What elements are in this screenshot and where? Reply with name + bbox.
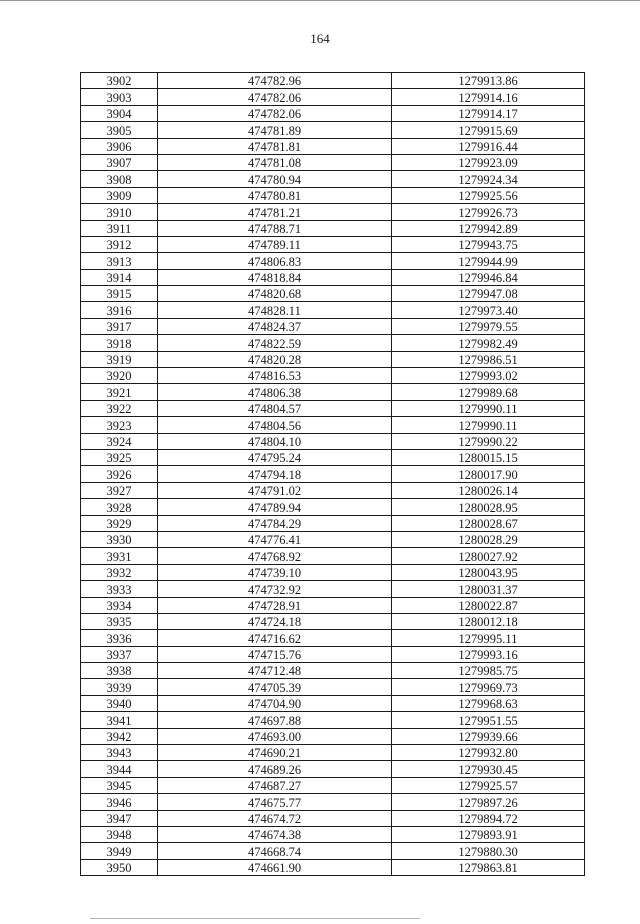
- y-coordinate-cell: 1279993.16: [392, 646, 585, 662]
- y-coordinate-cell: 1279939.66: [392, 728, 585, 744]
- y-coordinate-cell: 1279990.11: [392, 400, 585, 416]
- table-row: [81, 154, 585, 170]
- coordinates-table: [80, 72, 585, 876]
- point-number-cell: 3903: [81, 89, 158, 105]
- point-number-cell: 3926: [81, 466, 158, 482]
- point-number-cell: 3904: [81, 105, 158, 121]
- y-coordinate-cell: 1280043.95: [392, 564, 585, 580]
- y-coordinate-cell: 1279893.91: [392, 826, 585, 842]
- table-row: [81, 663, 585, 679]
- x-coordinate-cell: 474804.10: [158, 433, 392, 449]
- point-number-cell: 3939: [81, 679, 158, 695]
- table-row: [81, 548, 585, 564]
- table-row: [81, 204, 585, 220]
- x-coordinate-cell: 474728.91: [158, 597, 392, 613]
- y-coordinate-cell: 1280028.67: [392, 515, 585, 531]
- y-coordinate-cell: 1279990.11: [392, 417, 585, 433]
- y-coordinate-cell: 1279942.89: [392, 220, 585, 236]
- y-coordinate-cell: 1279915.69: [392, 122, 585, 138]
- point-number-cell: 3911: [81, 220, 158, 236]
- point-number-cell: 3931: [81, 548, 158, 564]
- y-coordinate-cell: 1280028.29: [392, 531, 585, 547]
- y-coordinate-cell: 1280017.90: [392, 466, 585, 482]
- point-number-cell: 3922: [81, 400, 158, 416]
- table-row: [81, 433, 585, 449]
- point-number-cell: 3912: [81, 236, 158, 252]
- point-number-cell: 3940: [81, 695, 158, 711]
- x-coordinate-cell: 474804.57: [158, 400, 392, 416]
- x-coordinate-cell: 474693.00: [158, 728, 392, 744]
- table-row: [81, 646, 585, 662]
- x-coordinate-cell: 474806.83: [158, 253, 392, 269]
- x-coordinate-cell: 474690.21: [158, 745, 392, 761]
- table-row: [81, 794, 585, 810]
- table-row: [81, 351, 585, 367]
- point-number-cell: 3909: [81, 187, 158, 203]
- y-coordinate-cell: 1280028.95: [392, 499, 585, 515]
- x-coordinate-cell: 474780.81: [158, 187, 392, 203]
- x-coordinate-cell: 474781.21: [158, 204, 392, 220]
- point-number-cell: 3925: [81, 449, 158, 465]
- point-number-cell: 3941: [81, 712, 158, 728]
- table-row: [81, 859, 585, 875]
- y-coordinate-cell: 1279995.11: [392, 630, 585, 646]
- x-coordinate-cell: 474732.92: [158, 581, 392, 597]
- y-coordinate-cell: 1280012.18: [392, 613, 585, 629]
- y-coordinate-cell: 1279913.86: [392, 73, 585, 89]
- x-coordinate-cell: 474789.11: [158, 236, 392, 252]
- point-number-cell: 3927: [81, 482, 158, 498]
- y-coordinate-cell: 1279951.55: [392, 712, 585, 728]
- x-coordinate-cell: 474780.94: [158, 171, 392, 187]
- table-row: [81, 810, 585, 826]
- table-row: [81, 105, 585, 121]
- x-coordinate-cell: 474724.18: [158, 613, 392, 629]
- point-number-cell: 3924: [81, 433, 158, 449]
- x-coordinate-cell: 474791.02: [158, 482, 392, 498]
- table-row: [81, 482, 585, 498]
- x-coordinate-cell: 474806.38: [158, 384, 392, 400]
- x-coordinate-cell: 474768.92: [158, 548, 392, 564]
- table-row: [81, 499, 585, 515]
- table-row: [81, 613, 585, 629]
- table-row: [81, 286, 585, 302]
- point-number-cell: 3907: [81, 154, 158, 170]
- x-coordinate-cell: 474712.48: [158, 663, 392, 679]
- y-coordinate-cell: 1279968.63: [392, 695, 585, 711]
- point-number-cell: 3914: [81, 269, 158, 285]
- x-coordinate-cell: 474674.72: [158, 810, 392, 826]
- table-row: [81, 449, 585, 465]
- point-number-cell: 3913: [81, 253, 158, 269]
- y-coordinate-cell: 1279979.55: [392, 318, 585, 334]
- point-number-cell: 3937: [81, 646, 158, 662]
- table-row: [81, 122, 585, 138]
- x-coordinate-cell: 474789.94: [158, 499, 392, 515]
- x-coordinate-cell: 474794.18: [158, 466, 392, 482]
- y-coordinate-cell: 1280027.92: [392, 548, 585, 564]
- x-coordinate-cell: 474668.74: [158, 843, 392, 859]
- x-coordinate-cell: 474715.76: [158, 646, 392, 662]
- y-coordinate-cell: 1279894.72: [392, 810, 585, 826]
- x-coordinate-cell: 474781.89: [158, 122, 392, 138]
- point-number-cell: 3905: [81, 122, 158, 138]
- point-number-cell: 3942: [81, 728, 158, 744]
- x-coordinate-cell: 474795.24: [158, 449, 392, 465]
- table-row: [81, 302, 585, 318]
- x-coordinate-cell: 474697.88: [158, 712, 392, 728]
- table-row: [81, 318, 585, 334]
- point-number-cell: 3947: [81, 810, 158, 826]
- y-coordinate-cell: 1279916.44: [392, 138, 585, 154]
- point-number-cell: 3929: [81, 515, 158, 531]
- table-row: [81, 695, 585, 711]
- point-number-cell: 3934: [81, 597, 158, 613]
- y-coordinate-cell: 1279925.57: [392, 777, 585, 793]
- y-coordinate-cell: 1279986.51: [392, 351, 585, 367]
- point-number-cell: 3908: [81, 171, 158, 187]
- page-number: 164: [310, 31, 330, 46]
- table-row: [81, 843, 585, 859]
- y-coordinate-cell: 1279880.30: [392, 843, 585, 859]
- coordinates-table-body: [81, 73, 585, 876]
- point-number-cell: 3938: [81, 663, 158, 679]
- table-row: [81, 581, 585, 597]
- table-row: [81, 220, 585, 236]
- table-row: [81, 777, 585, 793]
- y-coordinate-cell: 1279944.99: [392, 253, 585, 269]
- y-coordinate-cell: 1279985.75: [392, 663, 585, 679]
- table-row: [81, 630, 585, 646]
- table-row: [81, 761, 585, 777]
- x-coordinate-cell: 474689.26: [158, 761, 392, 777]
- table-row: [81, 466, 585, 482]
- x-coordinate-cell: 474674.38: [158, 826, 392, 842]
- y-coordinate-cell: 1279914.17: [392, 105, 585, 121]
- x-coordinate-cell: 474820.28: [158, 351, 392, 367]
- page-bottom-edge: [90, 918, 420, 919]
- point-number-cell: 3902: [81, 73, 158, 89]
- point-number-cell: 3930: [81, 531, 158, 547]
- x-coordinate-cell: 474784.29: [158, 515, 392, 531]
- point-number-cell: 3915: [81, 286, 158, 302]
- y-coordinate-cell: 1279989.68: [392, 384, 585, 400]
- y-coordinate-cell: 1279943.75: [392, 236, 585, 252]
- y-coordinate-cell: 1279946.84: [392, 269, 585, 285]
- x-coordinate-cell: 474704.90: [158, 695, 392, 711]
- y-coordinate-cell: 1279863.81: [392, 859, 585, 875]
- x-coordinate-cell: 474828.11: [158, 302, 392, 318]
- y-coordinate-cell: 1279932.80: [392, 745, 585, 761]
- point-number-cell: 3932: [81, 564, 158, 580]
- y-coordinate-cell: 1280026.14: [392, 482, 585, 498]
- table-row: [81, 712, 585, 728]
- point-number-cell: 3946: [81, 794, 158, 810]
- table-row: [81, 597, 585, 613]
- point-number-cell: 3949: [81, 843, 158, 859]
- table-row: [81, 253, 585, 269]
- table-row: [81, 531, 585, 547]
- y-coordinate-cell: 1279969.73: [392, 679, 585, 695]
- y-coordinate-cell: 1279930.45: [392, 761, 585, 777]
- table-row: [81, 368, 585, 384]
- table-row: [81, 745, 585, 761]
- y-coordinate-cell: 1280015.15: [392, 449, 585, 465]
- y-coordinate-cell: 1279982.49: [392, 335, 585, 351]
- x-coordinate-cell: 474716.62: [158, 630, 392, 646]
- x-coordinate-cell: 474782.06: [158, 105, 392, 121]
- x-coordinate-cell: 474739.10: [158, 564, 392, 580]
- y-coordinate-cell: 1279923.09: [392, 154, 585, 170]
- x-coordinate-cell: 474822.59: [158, 335, 392, 351]
- table-row: [81, 138, 585, 154]
- x-coordinate-cell: 474824.37: [158, 318, 392, 334]
- x-coordinate-cell: 474687.27: [158, 777, 392, 793]
- table-row: [81, 73, 585, 89]
- x-coordinate-cell: 474776.41: [158, 531, 392, 547]
- y-coordinate-cell: 1279926.73: [392, 204, 585, 220]
- table-row: [81, 400, 585, 416]
- point-number-cell: 3948: [81, 826, 158, 842]
- point-number-cell: 3918: [81, 335, 158, 351]
- point-number-cell: 3945: [81, 777, 158, 793]
- table-row: [81, 826, 585, 842]
- page-top-edge: [0, 0, 640, 1]
- table-row: [81, 236, 585, 252]
- y-coordinate-cell: 1279897.26: [392, 794, 585, 810]
- point-number-cell: 3910: [81, 204, 158, 220]
- y-coordinate-cell: 1279947.08: [392, 286, 585, 302]
- x-coordinate-cell: 474788.71: [158, 220, 392, 236]
- table-row: [81, 679, 585, 695]
- x-coordinate-cell: 474675.77: [158, 794, 392, 810]
- x-coordinate-cell: 474781.08: [158, 154, 392, 170]
- point-number-cell: 3944: [81, 761, 158, 777]
- y-coordinate-cell: 1279990.22: [392, 433, 585, 449]
- point-number-cell: 3920: [81, 368, 158, 384]
- x-coordinate-cell: 474782.96: [158, 73, 392, 89]
- table-row: [81, 269, 585, 285]
- table-row: [81, 515, 585, 531]
- table-row: [81, 728, 585, 744]
- point-number-cell: 3935: [81, 613, 158, 629]
- table-row: [81, 171, 585, 187]
- y-coordinate-cell: 1279925.56: [392, 187, 585, 203]
- x-coordinate-cell: 474705.39: [158, 679, 392, 695]
- y-coordinate-cell: 1279993.02: [392, 368, 585, 384]
- table-row: [81, 564, 585, 580]
- point-number-cell: 3928: [81, 499, 158, 515]
- y-coordinate-cell: 1279924.34: [392, 171, 585, 187]
- point-number-cell: 3916: [81, 302, 158, 318]
- y-coordinate-cell: 1280022.87: [392, 597, 585, 613]
- table-row: [81, 187, 585, 203]
- point-number-cell: 3921: [81, 384, 158, 400]
- y-coordinate-cell: 1280031.37: [392, 581, 585, 597]
- point-number-cell: 3923: [81, 417, 158, 433]
- x-coordinate-cell: 474781.81: [158, 138, 392, 154]
- table-row: [81, 335, 585, 351]
- x-coordinate-cell: 474820.68: [158, 286, 392, 302]
- x-coordinate-cell: 474782.06: [158, 89, 392, 105]
- point-number-cell: 3943: [81, 745, 158, 761]
- point-number-cell: 3917: [81, 318, 158, 334]
- x-coordinate-cell: 474818.84: [158, 269, 392, 285]
- point-number-cell: 3936: [81, 630, 158, 646]
- point-number-cell: 3933: [81, 581, 158, 597]
- point-number-cell: 3919: [81, 351, 158, 367]
- x-coordinate-cell: 474804.56: [158, 417, 392, 433]
- table-row: [81, 384, 585, 400]
- point-number-cell: 3950: [81, 859, 158, 875]
- point-number-cell: 3906: [81, 138, 158, 154]
- y-coordinate-cell: 1279914.16: [392, 89, 585, 105]
- y-coordinate-cell: 1279973.40: [392, 302, 585, 318]
- table-row: [81, 89, 585, 105]
- table-row: [81, 417, 585, 433]
- x-coordinate-cell: 474661.90: [158, 859, 392, 875]
- x-coordinate-cell: 474816.53: [158, 368, 392, 384]
